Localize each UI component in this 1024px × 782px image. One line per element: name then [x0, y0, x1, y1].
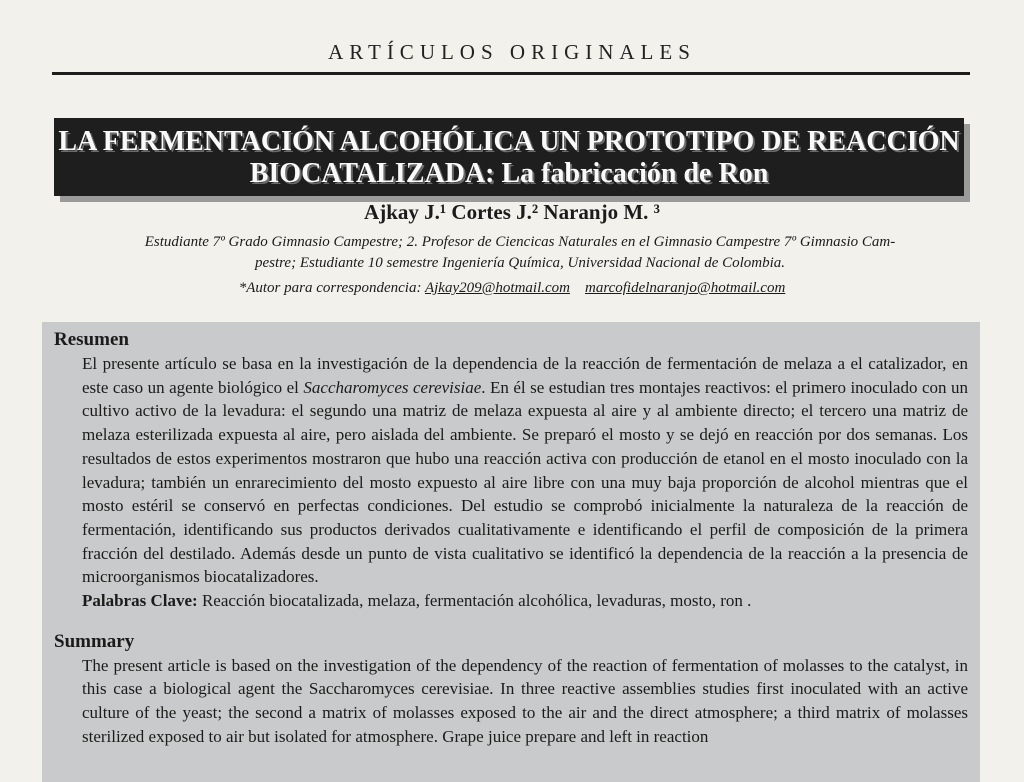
header-rule [52, 72, 970, 75]
resumen-text-part-2: . En él se estudian tres montajes reactivos: el primero inoculado con un cultivo activo de la levadura: el segundo una matriz de melaza expuesta al aire y al ambiente directo; el tercero una matriz de melaza esterilizada expuesta al aire, pero aislada del ambiente. Se preparó el mosto y se dejó en reacción por dos semanas. Los resultados de estos experimentos mostraron que hubo una reacción activa con producción de etanol en el mosto inoculado con la levadura; también un enrarecimiento del mosto expuesto al aire libre con una muy baja proporción de alcohol mientras que el mosto estéril se conservó en perfectas condiciones. Del estudio se comprobó inicialmente la naturaleza de la reacción de fermentación, identificando sus productos derivados cualitativamente e identificando el perfil de composición de la primera fracción del destilado. Además desde un punto de vista cualitativo se identificó la dependencia de la reacción a la presencia de microorganismos biocatalizadores. [82, 377, 968, 587]
correspondence-label: *Autor para correspondencia: [238, 280, 422, 296]
resumen-heading: Resumen [54, 329, 129, 350]
abstract-box [42, 322, 980, 782]
email-link-1[interactable]: Ajkay209@hotmail.com [424, 280, 570, 296]
article-title [54, 118, 964, 196]
section-header: ARTÍCULOS ORIGINALES [328, 40, 696, 64]
summary-text: The present article is based on the investigation of the dependency of the reaction of fermentation of molasses to the catalyst, in this case a biological agent the Saccharomyces cerevisiae. In three reactive assemblies studies first inoculated with an active culture of the yeast; the second a matrix of molasses exposed to the air and the direct atmosphere; a third matrix of molasses sterilized exposed to air but isolated for atmosphere. Grape juice prepare and left in reaction [82, 655, 968, 746]
keywords-label: Palabras Clave: [82, 591, 198, 611]
affiliation [70, 232, 970, 274]
resumen-text-part-1: El presente artículo se basa en la investigación de la dependencia de la reacción de fermentación de melaza a el catalizador, en este caso un agente biológico el [82, 354, 968, 397]
keywords [82, 589, 968, 613]
email-link-2[interactable]: marcofidelnaranjo@hotmail.com [584, 280, 786, 296]
title-line-2: BIOCATALIZADA: La fabricación de Ron [249, 158, 769, 189]
species-name: Saccharomyces cerevisiae [303, 377, 482, 397]
resumen-text [82, 352, 968, 589]
keywords-text: Reacción biocatalizada, melaza, fermentación alcohólica, levaduras, mosto, ron . [201, 591, 752, 611]
authors: Ajkay J.¹ Cortes J.² Naranjo M. ³ [364, 200, 660, 224]
title-line-1: LA FERMENTACIÓN ALCOHÓLICA UN PROTOTIPO DE REACCIÓN [58, 126, 960, 157]
affiliation-line-1: Estudiante 7º Grado Gimnasio Campestre; 2. Profesor de Ciencicas Naturales en el Gimnasio Campestre 7º Gimnasio Cam- [144, 234, 896, 250]
affiliation-line-2: pestre; Estudiante 10 semestre Ingeniería Química, Universidad Nacional de Colombia. [254, 255, 786, 271]
summary-heading: Summary [54, 630, 135, 652]
correspondence [0, 280, 1024, 297]
